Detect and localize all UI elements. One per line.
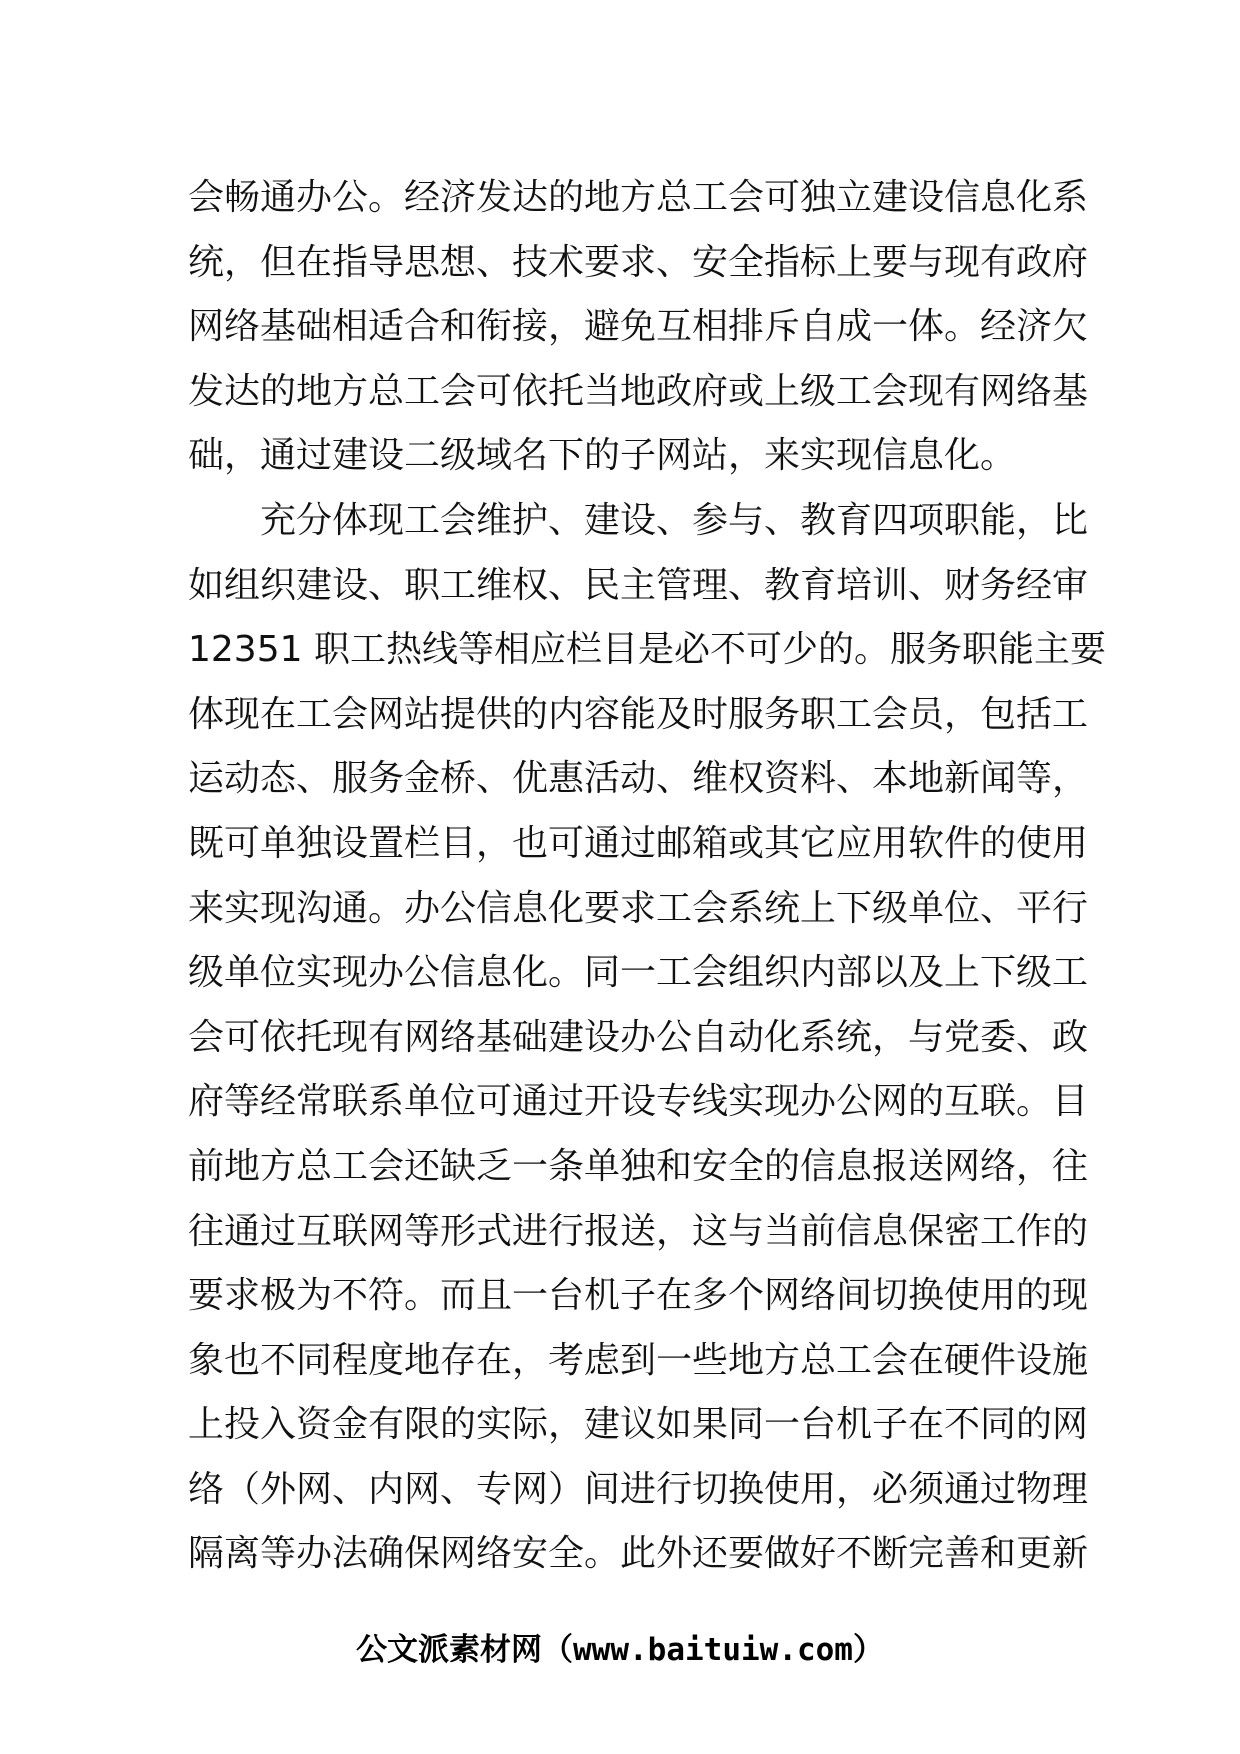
text-line: 发达的地方总工会可依托当地政府或上级工会现有网络基 xyxy=(188,370,1089,412)
text-line: 如组织建设、职工维权、民主管理、教育培训、财务经审 xyxy=(188,564,1089,606)
text-line: 统，但在指导思想、技术要求、安全指标上要与现有政府 xyxy=(188,241,1089,283)
text-line: 级单位实现办公信息化。同一工会组织内部以及上下级工 xyxy=(188,952,1089,994)
text-line: 往通过互联网等形式进行报送，这与当前信息保密工作的 xyxy=(188,1210,1089,1252)
text-line: 会可依托现有网络基础建设办公自动化系统，与党委、政 xyxy=(188,1016,1089,1058)
text-line: 来实现沟通。办公信息化要求工会系统上下级单位、平行 xyxy=(188,887,1089,929)
body-text xyxy=(188,166,1106,1587)
text-line: 础，通过建设二级域名下的子网站，来实现信息化。 xyxy=(188,435,1017,477)
text-line: 要求极为不符。而且一台机子在多个网络间切换使用的现 xyxy=(188,1275,1089,1317)
text-line: 既可单独设置栏目，也可通过邮箱或其它应用软件的使用 xyxy=(188,822,1089,864)
text-line: 象也不同程度地存在，考虑到一些地方总工会在硬件设施 xyxy=(188,1339,1089,1381)
text-line: 网络基础相适合和衔接，避免互相排斥自成一体。经济欠 xyxy=(188,306,1089,348)
footer-source: 公文派素材网（www.baituiw.com） xyxy=(356,1632,884,1668)
text-line: 会畅通办公。经济发达的地方总工会可独立建设信息化系 xyxy=(188,177,1089,218)
text-line: 隔离等办法确保网络安全。此外还要做好不断完善和更新 xyxy=(188,1533,1089,1575)
text-line: 上投入资金有限的实际，建议如果同一台机子在不同的网 xyxy=(188,1404,1089,1446)
text-line: 12351 职工热线等相应栏目是必不可少的。服务职能主要 xyxy=(188,629,1106,671)
text-line: 体现在工会网站提供的内容能及时服务职工会员，包括工 xyxy=(188,693,1089,735)
text-line: 络（外网、内网、专网）间进行切换使用，必须通过物理 xyxy=(188,1468,1089,1510)
text-line: 充分体现工会维护、建设、参与、教育四项职能，比 xyxy=(260,499,1089,541)
text-line: 前地方总工会还缺乏一条单独和安全的信息报送网络，往 xyxy=(188,1145,1089,1187)
text-line: 府等经常联系单位可通过开设专线实现办公网的互联。目 xyxy=(188,1081,1089,1123)
text-line: 运动态、服务金桥、优惠活动、维权资料、本地新闻等， xyxy=(188,758,1089,800)
